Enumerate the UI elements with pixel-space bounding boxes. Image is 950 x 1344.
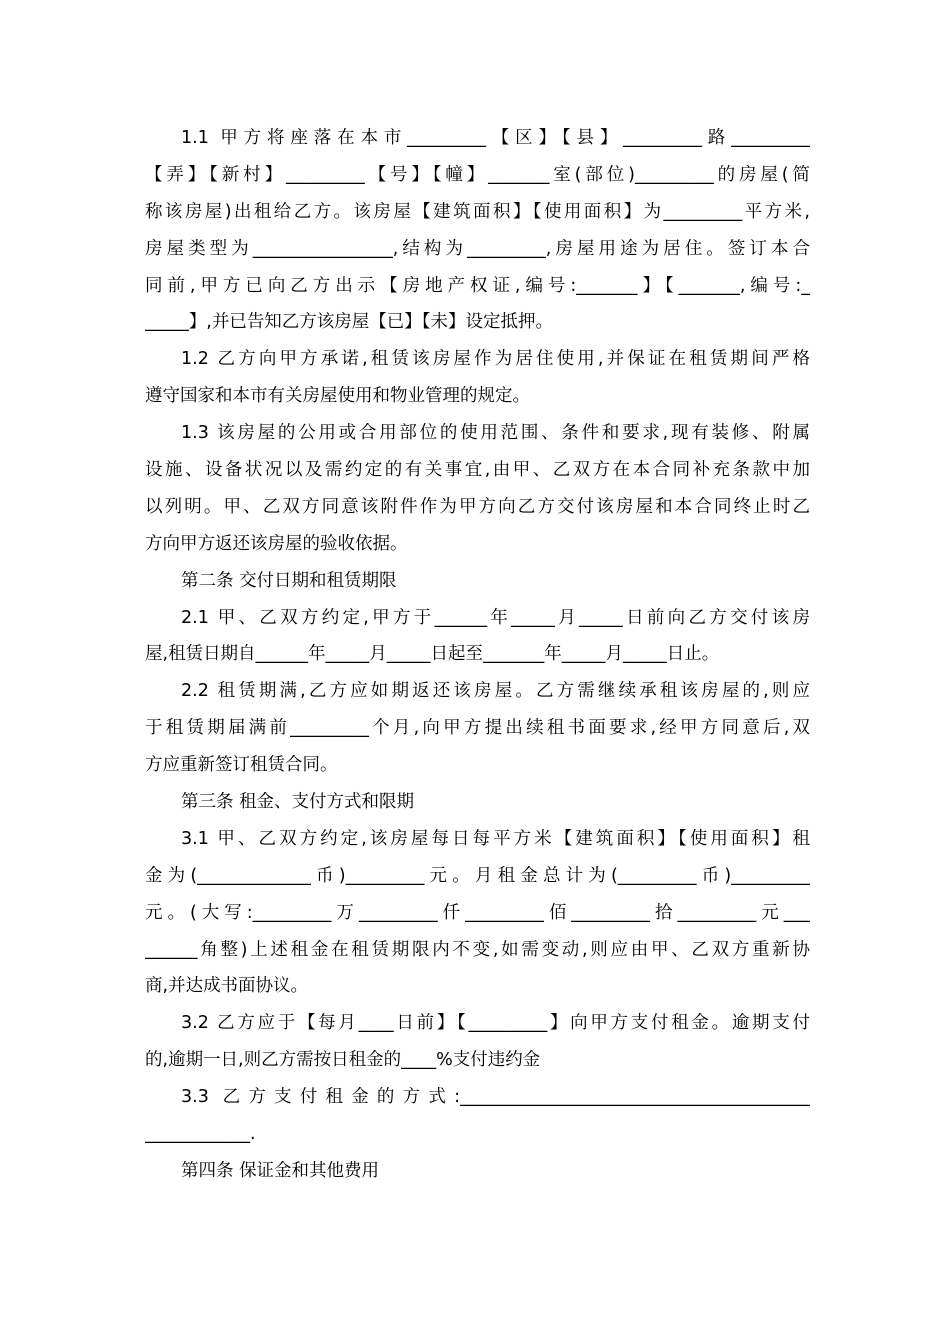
text-line: 3.3 乙方支付租金的方式:________________________________________ xyxy=(181,1087,810,1108)
text-line: 2.2 租赁期满,乙方应如期返还该房屋。乙方需继续承租该房屋的,则应 xyxy=(181,681,810,702)
text-line: 第二条 交付日期和租赁期限 xyxy=(181,570,397,591)
text-line: 3.1 甲、乙双方约定,该房屋每日每平方米【建筑面积】【使用面积】租 xyxy=(181,828,810,849)
text-line: 【弄】【新村】_________【号】【幢】_______室(部位)_________的房屋(简 xyxy=(145,164,810,185)
text-line: 房屋类型为________________,结构为_________,房屋用途为居住。签订本合 xyxy=(145,238,810,259)
text-line: 1.1 甲方将座落在本市_________【区】【县】_________路_________ xyxy=(181,128,810,148)
contract-body xyxy=(145,120,810,1190)
text-line: 同前,甲方已向乙方出示【房地产权证,编号:_______】【_______,编号:_ xyxy=(145,275,810,296)
text-line: 第四条 保证金和其他费用 xyxy=(181,1160,380,1181)
text-line: 遵守国家和本市有关房屋使用和物业管理的规定。 xyxy=(145,386,530,407)
text-line: 方向甲方返还该房屋的验收依据。 xyxy=(145,533,408,554)
text-line: ______角整)上述租金在租赁期限内不变,如需变动,则应由甲、乙双方重新协 xyxy=(145,939,810,960)
text-line: 称该房屋)出租给乙方。该房屋【建筑面积】【使用面积】为_________平方米, xyxy=(145,201,810,222)
text-line: 金为(_____________币)_________元。月租金总计为(_________币)_________ xyxy=(145,865,810,886)
text-line: ____________. xyxy=(145,1124,256,1145)
text-line: 3.2 乙方应于【每月____日前】【_________】向甲方支付租金。逾期支付 xyxy=(181,1013,810,1034)
text-line: 元。(大写:_________万_________仟_________佰_________拾_________元___ xyxy=(145,902,810,923)
text-line: 以列明。甲、乙双方同意该附件作为甲方向乙方交付该房屋和本合同终止时乙 xyxy=(145,496,810,517)
text-line: 2.1 甲、乙双方约定,甲方于______年_____月_____日前向乙方交付该房 xyxy=(181,607,810,628)
text-line: 第三条 租金、支付方式和限期 xyxy=(181,792,415,813)
text-line: 屋,租赁日期自______年_____月_____日起至_______年_____月_____日止。 xyxy=(145,644,720,665)
text-line: 的,逾期一日,则乙方需按日租金的____%支付违约金 xyxy=(145,1050,541,1071)
text-line: _____】,并已告知乙方该房屋【已】【未】设定抵押。 xyxy=(145,312,554,333)
text-line: 1.3 该房屋的公用或合用部位的使用范围、条件和要求,现有装修、附属 xyxy=(181,423,810,444)
text-line: 设施、设备状况以及需约定的有关事宜,由甲、乙双方在本合同补充条款中加 xyxy=(145,460,810,481)
text-line: 商,并达成书面协议。 xyxy=(145,976,309,997)
text-line: 1.2 乙方向甲方承诺,租赁该房屋作为居住使用,并保证在租赁期间严格 xyxy=(181,349,810,370)
text-line: 方应重新签订租赁合同。 xyxy=(145,755,338,776)
text-line: 于租赁期届满前_________个月,向甲方提出续租书面要求,经甲方同意后,双 xyxy=(145,718,810,739)
